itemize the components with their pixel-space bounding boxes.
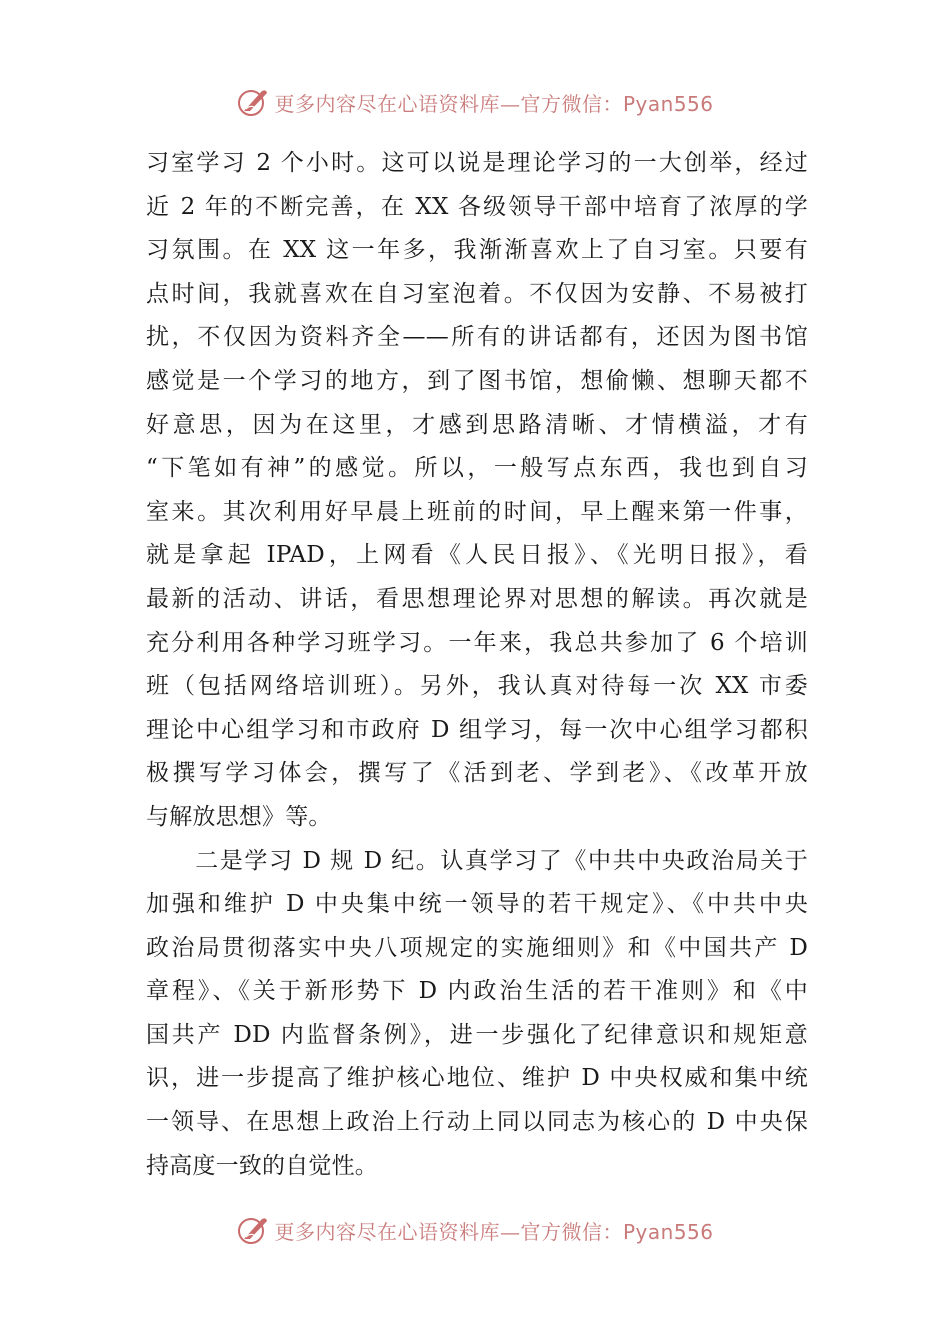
text-line: 政治局贯彻落实中央八项规定的实施细则》和《中国共产 D <box>146 934 808 961</box>
text-line: 二是学习 D 规 D 纪。认真学习了《中共中央政治局关于 <box>146 847 808 874</box>
text-line: “下笔如有神”的感觉。所以，一般写点东西，我也到自习 <box>146 455 808 482</box>
footer-watermark-cn: 更多内容尽在心语资料库—官方微信： <box>274 1219 623 1244</box>
text-line: 与解放思想》等。 <box>146 803 332 830</box>
text-line: 识，进一步提高了维护核心地位、维护 D 中央权威和集中统 <box>146 1065 808 1092</box>
document-body <box>146 142 808 1188</box>
header-watermark <box>0 82 950 122</box>
text-line: 一领导、在思想上政治上行动上同以同志为核心的 D 中央保 <box>146 1109 808 1136</box>
text-line: 点时间，我就喜欢在自习室泡着。不仅因为安静、不易被打 <box>146 280 808 307</box>
text-line: 好意思，因为在这里，才感到思路清晰、才情横溢，才有 <box>146 411 808 438</box>
text-line: 持高度一致的自觉性。 <box>146 1152 378 1179</box>
text-line: 感觉是一个学习的地方，到了图书馆，想偷懒、想聊天都不 <box>146 367 808 394</box>
header-watermark-cn: 更多内容尽在心语资料库—官方微信： <box>274 91 623 116</box>
quill-logo-icon <box>236 1213 270 1247</box>
text-line: 极撰写学习体会，撰写了《活到老、学到老》、《改革开放 <box>146 760 808 787</box>
text-line: 班（包括网络培训班）。另外，我认真对待每一次 XX 市委 <box>146 673 808 700</box>
text-line: 理论中心组学习和市政府 D 组学习，每一次中心组学习都积 <box>146 716 808 743</box>
text-line: 习氛围。在 XX 这一年多，我渐渐喜欢上了自习室。只要有 <box>146 237 808 264</box>
text-line: 充分利用各种学习班学习。一年来，我总共参加了 6 个培训 <box>146 629 808 656</box>
text-line: 扰，不仅因为资料齐全——所有的讲话都有，还因为图书馆 <box>146 324 808 351</box>
text-line: 近 2 年的不断完善，在 XX 各级领导干部中培育了浓厚的学 <box>146 193 808 220</box>
footer-watermark <box>0 1210 950 1250</box>
footer-watermark-en: Pyan556 <box>622 1219 714 1244</box>
text-line: 习室学习 2 个小时。这可以说是理论学习的一大创举，经过 <box>146 150 808 176</box>
footer-watermark-text <box>274 1216 713 1245</box>
header-watermark-text <box>274 88 713 117</box>
header-watermark-en: Pyan556 <box>622 91 714 116</box>
text-line: 章程》、《关于新形势下 D 内政治生活的若干准则》和《中 <box>146 978 808 1005</box>
text-line: 室来。其次利用好早晨上班前的时间，早上醒来第一件事， <box>146 498 808 525</box>
text-line: 国共产 DD 内监督条例》，进一步强化了纪律意识和规矩意 <box>146 1021 808 1048</box>
text-line: 就是拿起 IPAD，上网看《人民日报》、《光明日报》，看 <box>146 542 808 569</box>
quill-logo-icon <box>236 85 270 119</box>
text-line: 最新的活动、讲话，看思想理论界对思想的解读。再次就是 <box>146 585 808 612</box>
text-line: 加强和维护 D 中央集中统一领导的若干规定》、《中共中央 <box>146 891 808 918</box>
